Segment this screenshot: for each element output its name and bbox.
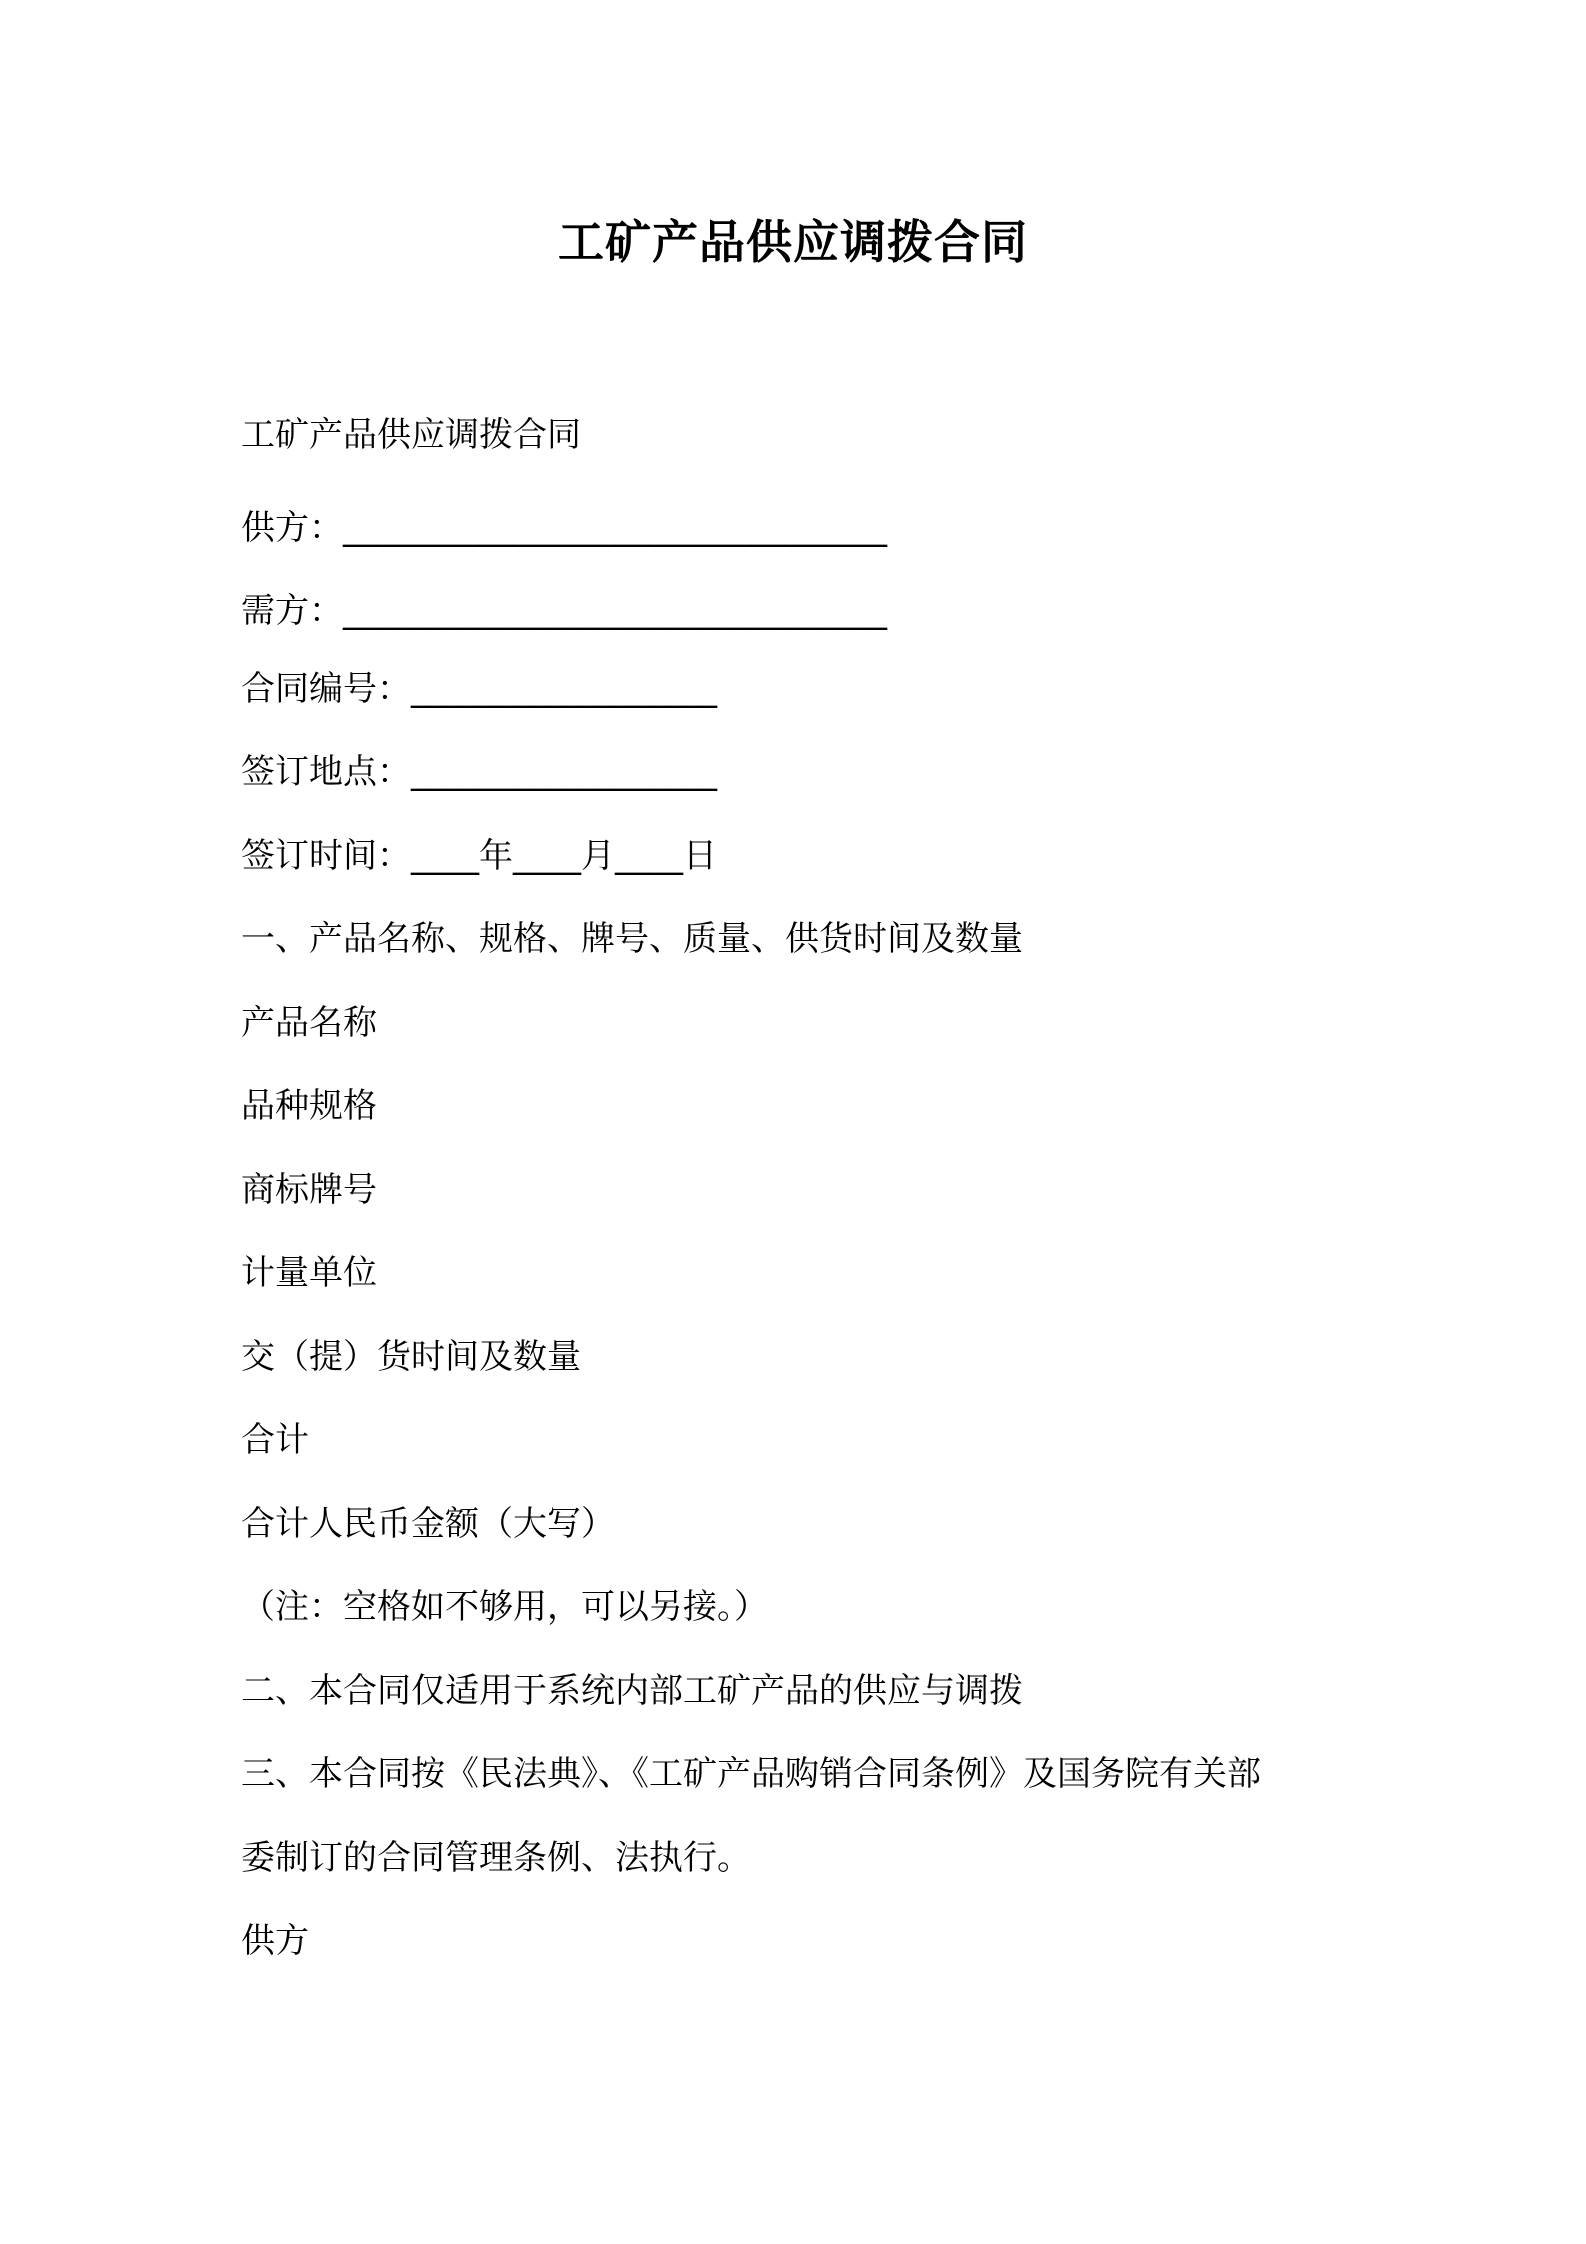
section-3-line-1: 三、本合同按《民法典》、《工矿产品购销合同条例》及国务院有关部 <box>241 1754 1261 1794</box>
supplier-line: 供方：________________________________ <box>241 508 887 548</box>
contract-number-line: 合同编号：__________________ <box>241 669 717 709</box>
section-3-line-2: 委制订的合同管理条例、法执行。 <box>241 1838 751 1878</box>
note-line: （注：空格如不够用，可以另接。） <box>241 1587 768 1627</box>
supplier-label: 供方 <box>241 1921 309 1961</box>
field-unit: 计量单位 <box>241 1253 377 1293</box>
section-2: 二、本合同仅适用于系统内部工矿产品的供应与调拨 <box>241 1671 1023 1711</box>
field-delivery-time-quantity: 交（提）货时间及数量 <box>241 1337 581 1377</box>
field-product-name: 产品名称 <box>241 1003 377 1043</box>
buyer-line: 需方：________________________________ <box>241 591 887 631</box>
document-subtitle: 工矿产品供应调拨合同 <box>241 415 581 455</box>
field-variety-spec: 品种规格 <box>241 1086 377 1126</box>
page-title: 工矿产品供应调拨合同 <box>558 215 1028 269</box>
signing-time-line: 签订时间：____年____月____日 <box>241 836 717 876</box>
signing-place-line: 签订地点：__________________ <box>241 752 717 792</box>
field-total: 合计 <box>241 1420 309 1460</box>
field-trademark: 商标牌号 <box>241 1170 377 1210</box>
section-1-heading: 一、产品名称、规格、牌号、质量、供货时间及数量 <box>241 919 1023 959</box>
field-total-rmb: 合计人民币金额（大写） <box>241 1504 615 1544</box>
